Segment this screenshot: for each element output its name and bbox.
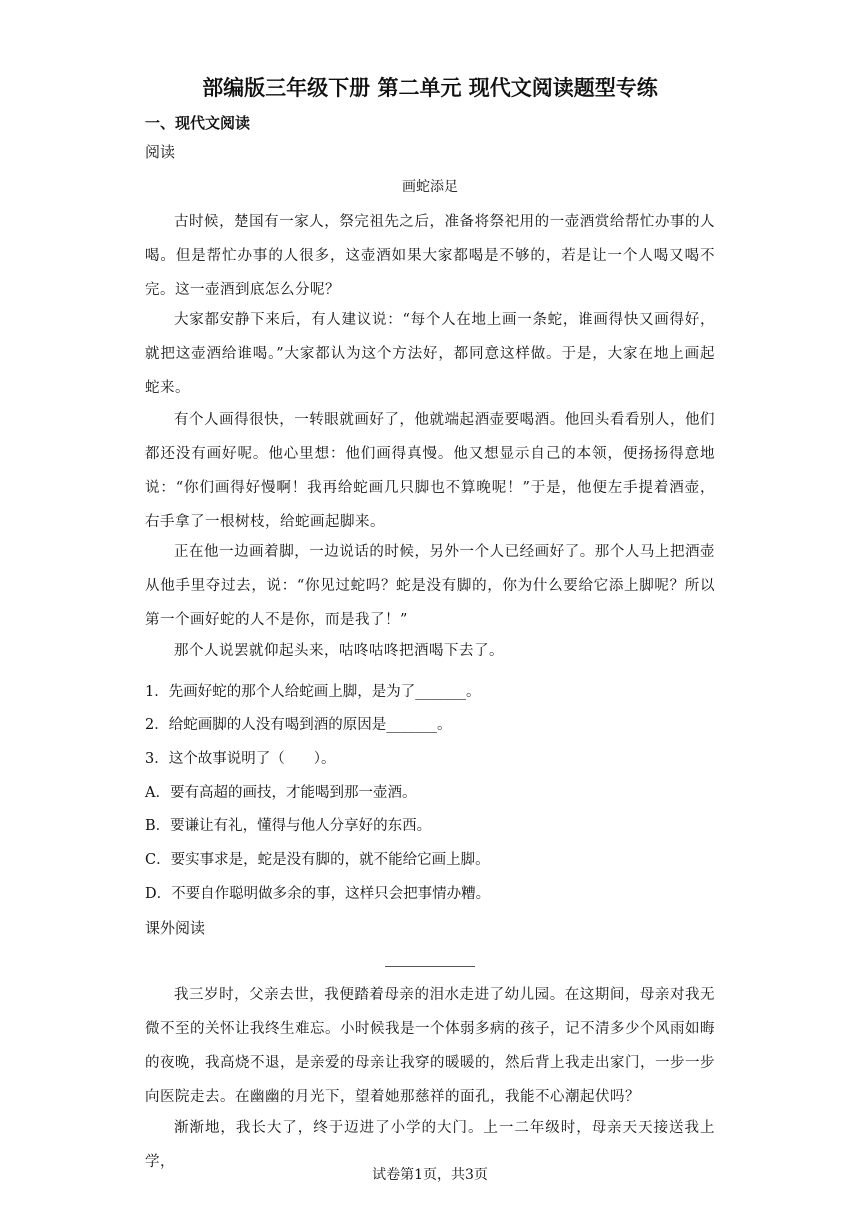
question-1: 1．先画好蛇的那个人给蛇画上脚，是为了_______。: [145, 684, 481, 700]
option-d: D．不要自作聪明做多余的事，这样只会把事情办糟。: [145, 886, 491, 902]
reading-label-2: 课外阅读: [145, 919, 206, 937]
question-2: 2．给蛇画脚的人没有喝到酒的原因是_______。: [145, 717, 452, 733]
title-blank-line: [385, 966, 475, 967]
essay-paragraph: 我三岁时，父亲去世，我便踏着母亲的泪水走进了幼儿园。在这期间，母亲对我无微不至的关怀让我终生难忘。小时候我是一个体弱多病的孩子，记不清多少个风雨如晦的夜晚，我高烧不退，是亲爱的母亲让我穿的暖暖的，然后背上我走出家门，一步一步向医院走去。在幽幽的月光下，望着她那慈祥的面孔，我能不心潮起伏吗？: [145, 987, 715, 1105]
page-title: 部编版三年级下册 第二单元 现代文阅读题型专练: [202, 76, 658, 100]
story-paragraph: 正在他一边画着脚，一边说话的时候，另外一个人已经画好了。那个人马上把酒壶从他手里夺过去，说：“你见过蛇吗？蛇是没有脚的，你为什么要给它添上脚呢？所以第一个画好蛇的人不是你，而是我了！”: [145, 544, 715, 628]
page-footer: 试卷第1页，共3页: [372, 1167, 488, 1183]
story-paragraph: 有个人画得很快，一转眼就画好了，他就端起酒壶要喝酒。他回头看看别人，他们都还没有画好呢。他心里想：他们画得真慢。他又想显示自己的本领，便扬扬得意地说：“你们画得好慢啊！我再给蛇画几只脚也不算晚呢！”于是，他便左手提着酒壶，右手拿了一根树枝，给蛇画起脚来。: [145, 412, 715, 530]
option-a: A．要有高超的画技，才能喝到那一壶酒。: [145, 785, 417, 801]
reading-label: 阅读: [145, 143, 176, 161]
story-title: 画蛇添足: [402, 179, 458, 195]
option-b: B．要谦让有礼，懂得与他人分享好的东西。: [145, 818, 432, 834]
story-paragraph: 古时候，楚国有一家人，祭完祖先之后，准备将祭祀用的一壶酒赏给帮忙办事的人喝。但是帮忙办事的人很多，这壶酒如果大家都喝是不够的，若是让一个人喝又喝不完。这一壶酒到底怎么分呢？: [145, 214, 715, 298]
section-heading: 一、现代文阅读: [145, 114, 251, 132]
question-3: 3．这个故事说明了（ ）。: [145, 751, 336, 767]
story-paragraph: 那个人说罢就仰起头来，咕咚咕咚把酒喝下去了。: [174, 643, 504, 659]
option-c: C．要实事求是，蛇是没有脚的，就不能给它画上脚。: [145, 852, 490, 868]
essay-paragraph: 渐渐地，我长大了，终于迈进了小学的大门。上一二年级时，母亲天天接送我上学，: [145, 1120, 715, 1170]
story-paragraph: 大家都安静下来后，有人建议说：“每个人在地上画一条蛇，谁画得快又画得好，就把这壶酒给谁喝。”大家都认为这个方法好，都同意这样做。于是，大家在地上画起蛇来。: [145, 312, 715, 396]
